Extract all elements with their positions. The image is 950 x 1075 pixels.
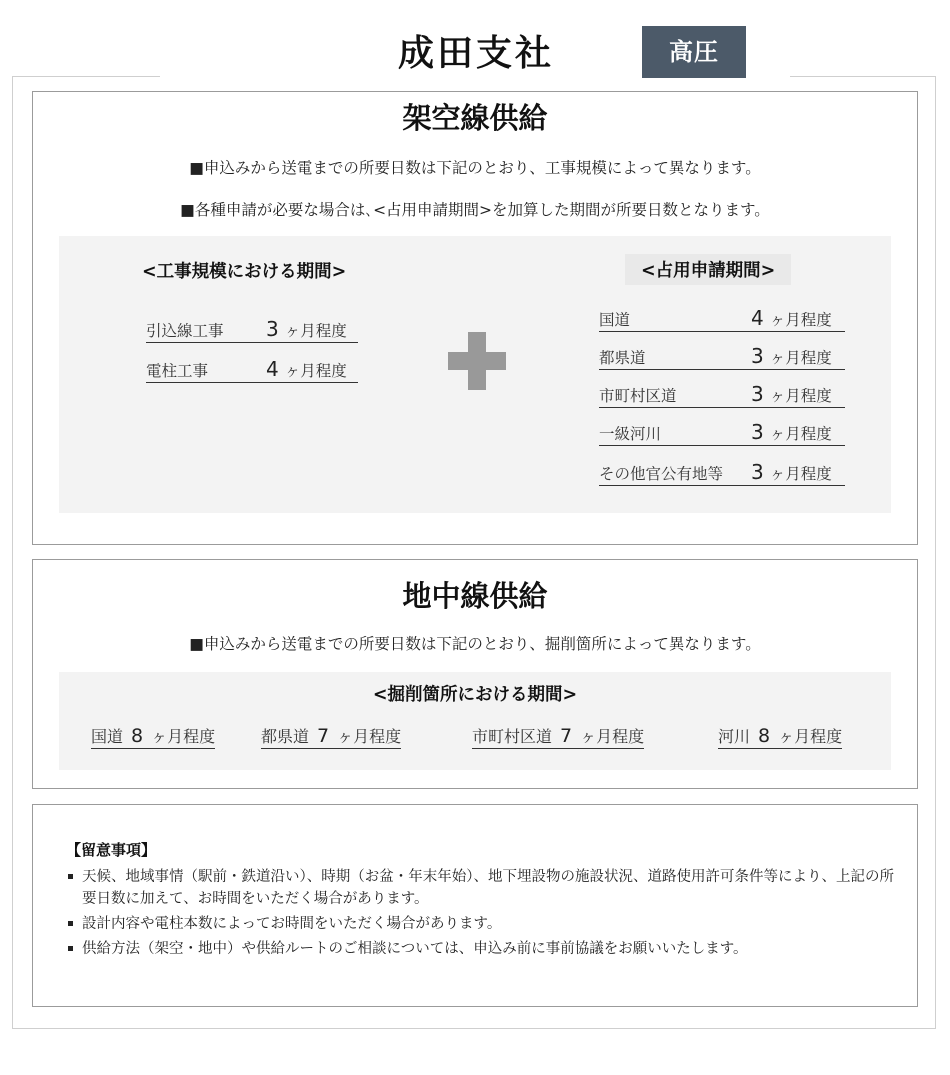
remarks-item — [68, 913, 908, 935]
item-name: 都県道 — [261, 727, 310, 746]
row-name: 国道 — [599, 311, 631, 329]
voltage-badge: 高圧 — [642, 26, 746, 78]
occupancy-row — [599, 306, 845, 332]
row-number: 3 — [751, 382, 764, 406]
occupancy-row — [599, 420, 845, 446]
item-number: 7 — [560, 725, 573, 747]
remarks-item — [68, 938, 908, 960]
construction-heading: <工事規模における期間> — [142, 262, 347, 282]
item-unit: ヶ月程度 — [151, 727, 216, 746]
row-name: 引込線工事 — [146, 322, 224, 340]
row-unit: ヶ月程度 — [284, 322, 347, 340]
row-unit: ヶ月程度 — [769, 387, 832, 405]
row-number: 4 — [751, 306, 764, 330]
row-unit: ヶ月程度 — [769, 425, 832, 443]
construction-row — [146, 317, 358, 343]
occupancy-row — [599, 382, 845, 408]
overhead-title: 架空線供給 — [402, 101, 548, 135]
item-name: 国道 — [91, 727, 124, 746]
row-unit: ヶ月程度 — [769, 349, 832, 367]
row-number: 3 — [751, 420, 764, 444]
row-unit: ヶ月程度 — [284, 362, 347, 380]
remarks-text: 天候、地域事情（駅前・鉄道沿い）、時期（お盆・年末年始）、地下埋設物の施設状況、道路使用許可条件等により、上記の所要日数に加えて、お時間をいただく場合があります。 — [82, 869, 894, 907]
row-number: 3 — [751, 344, 764, 368]
remarks-text: 設計内容や電柱本数によってお時間をいただく場合があります。 — [82, 916, 502, 932]
plus-icon-vertical — [468, 332, 486, 390]
bullet-icon — [68, 874, 73, 879]
item-unit: ヶ月程度 — [580, 727, 645, 746]
bullet-icon — [68, 946, 73, 951]
occupancy-heading: <占用申請期間> — [625, 254, 791, 285]
excavation-item — [261, 724, 401, 749]
row-name: その他官公有地等 — [599, 465, 724, 483]
remarks-item — [68, 866, 908, 910]
overhead-note-1: ■申込みから送電までの所要日数は下記のとおり、工事規模によって異なります。 — [189, 159, 761, 177]
plus-icon — [448, 332, 506, 390]
item-unit: ヶ月程度 — [337, 727, 402, 746]
row-unit: ヶ月程度 — [769, 465, 832, 483]
item-unit: ヶ月程度 — [778, 727, 843, 746]
remarks-heading: 【留意事項】 — [66, 841, 157, 859]
row-name: 都県道 — [599, 349, 646, 367]
bullet-icon — [68, 921, 73, 926]
underground-note: ■申込みから送電までの所要日数は下記のとおり、掘削箇所によって異なります。 — [189, 635, 761, 653]
row-name: 電柱工事 — [146, 362, 209, 380]
item-name: 河川 — [718, 727, 751, 746]
excavation-item — [718, 724, 842, 749]
row-name: 一級河川 — [599, 425, 662, 443]
item-number: 8 — [758, 725, 771, 747]
remarks-list — [68, 866, 908, 960]
item-number: 8 — [131, 725, 144, 747]
occupancy-row — [599, 460, 845, 486]
excavation-heading: <掘削箇所における期間> — [372, 685, 578, 705]
underground-title: 地中線供給 — [402, 579, 548, 613]
overhead-note-2: ■各種申請が必要な場合は､<占用申請期間>を加算した期間が所要日数となります。 — [180, 201, 770, 219]
remarks-text: 供給方法（架空・地中）や供給ルートのご相談については、申込み前に事前協議をお願いいたします。 — [82, 941, 748, 957]
item-number: 7 — [317, 725, 330, 747]
page-title: 成田支社 — [398, 33, 555, 74]
row-name: 市町村区道 — [599, 387, 677, 405]
row-number: 3 — [266, 317, 279, 341]
excavation-item — [91, 724, 215, 749]
row-number: 3 — [751, 460, 764, 484]
construction-row — [146, 357, 358, 383]
row-number: 4 — [266, 357, 279, 381]
occupancy-row — [599, 344, 845, 370]
row-unit: ヶ月程度 — [769, 311, 832, 329]
item-name: 市町村区道 — [472, 727, 553, 746]
excavation-item — [472, 724, 644, 749]
